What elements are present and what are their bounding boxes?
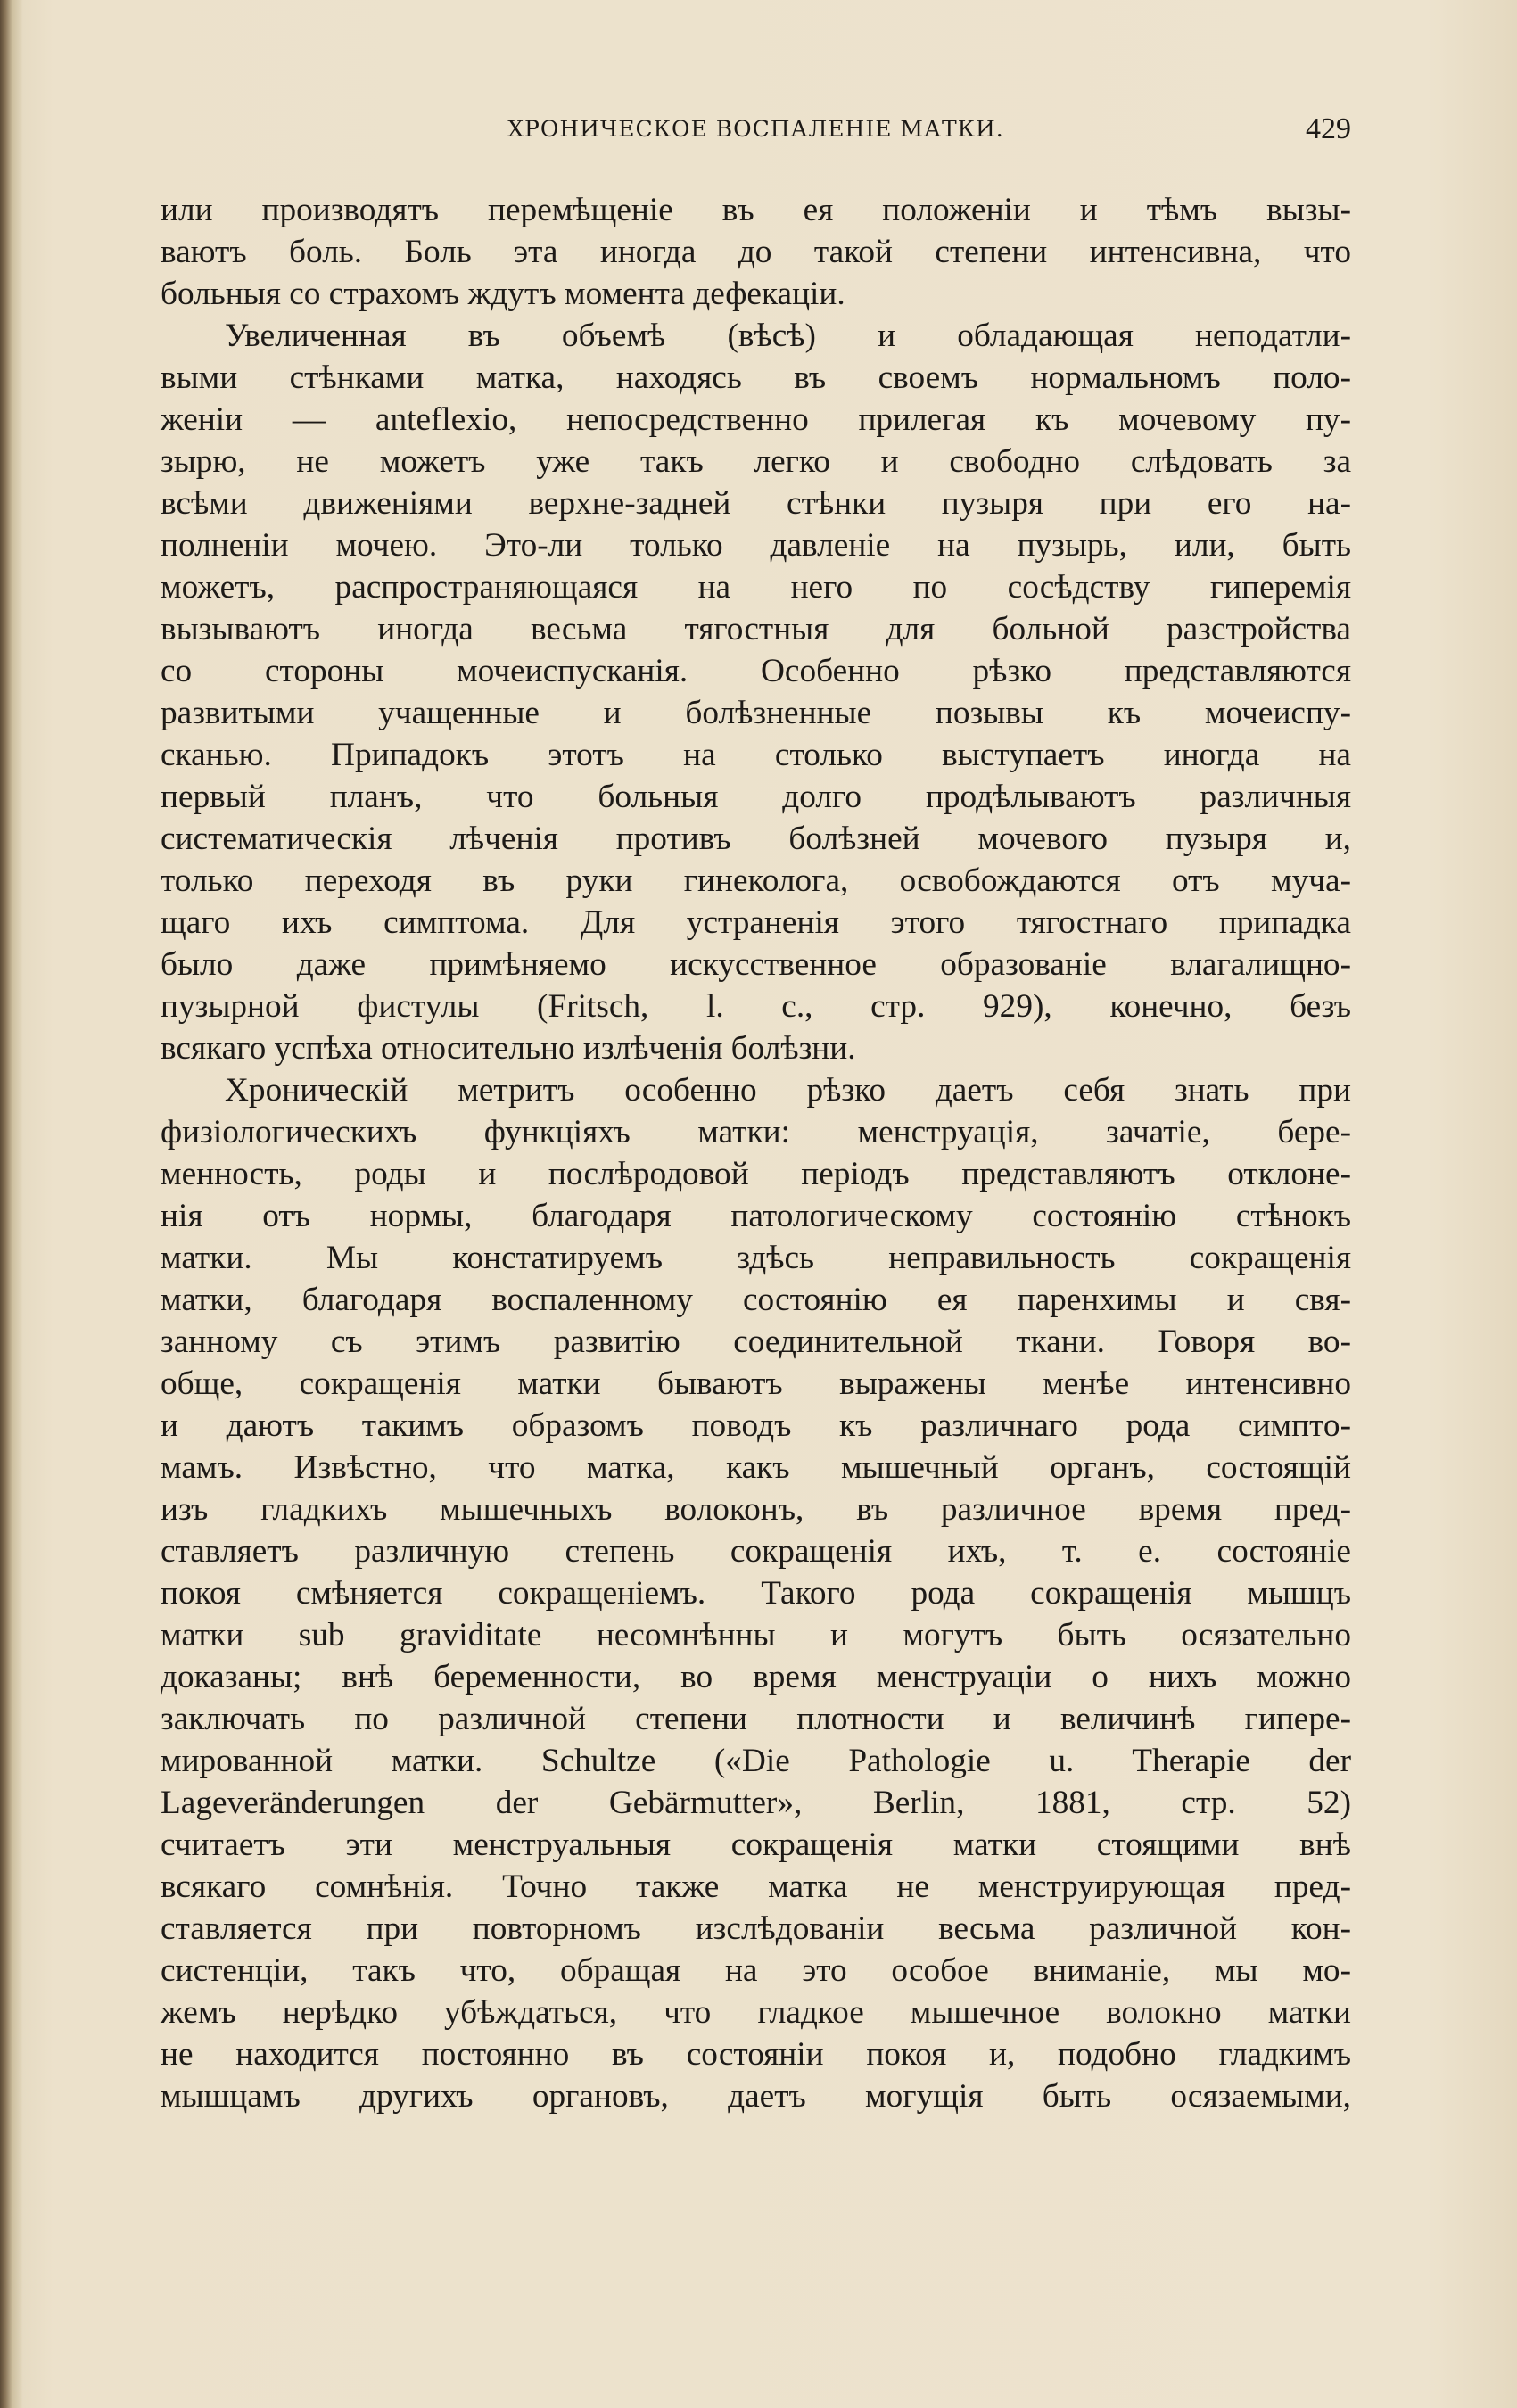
- text-line: можетъ, распространяющаяся на него по сосѣдству гиперемія: [161, 569, 1351, 606]
- text-line: занному съ этимъ развитію соединительной ткани. Говоря во-: [161, 1324, 1351, 1360]
- paragraph-3: [161, 1069, 1351, 2117]
- text-line: матки sub gravidіtate несомнѣнны и могутъ быть осязательно: [161, 1617, 1351, 1653]
- page-number: 429: [1306, 112, 1351, 145]
- text-line: покоя смѣняется сокращеніемъ. Такого рода сокращенія мышцъ: [161, 1575, 1351, 1612]
- text-line: первый планъ, что больныя долго продѣлываютъ различныя: [161, 779, 1351, 815]
- text-line: женіи — anteflexio, непосредственно прилегая къ мочевому пу-: [161, 401, 1351, 438]
- text-line: или производятъ перемѣщеніе въ ея положеніи и тѣмъ вызы-: [161, 192, 1351, 228]
- text-line: пузырной фистулы (Fritsch, l. c., стр. 929), конечно, безъ: [161, 988, 1351, 1025]
- text-line: систенціи, такъ что, обращая на это особое вниманіе, мы мо-: [161, 1952, 1351, 1989]
- text-line: систематическія лѣченія противъ болѣзней мочевого пузыря и,: [161, 821, 1351, 857]
- text-line: ваютъ боль. Боль эта иногда до такой степени интенсивна, что: [161, 234, 1351, 270]
- text-line: матки, благодаря воспаленному состоянію ея паренхимы и свя-: [161, 1282, 1351, 1318]
- page-header: [161, 109, 1351, 153]
- text-line: физіологическихъ функціяхъ матки: менструація, зачатіе, бере-: [161, 1114, 1351, 1150]
- text-line: всякаго успѣха относительно излѣченія болѣзни.: [161, 1030, 856, 1067]
- text-line: заключать по различной степени плотности и величинѣ гипере-: [161, 1701, 1351, 1737]
- text-line: Lageveränderungen der Gebärmutter», Berlin, 1881, стр. 52): [161, 1785, 1351, 1821]
- text-line: зырю, не можетъ уже такъ легко и свободно слѣдовать за: [161, 443, 1351, 480]
- text-line: доказаны; внѣ беременности, во время менструаціи о нихъ можно: [161, 1659, 1351, 1695]
- text-line: Увеличенная въ объемѣ (вѣсѣ) и обладающая неподатли-: [225, 317, 1351, 354]
- text-line: всѣми движеніями верхне-задней стѣнки пузыря при его на-: [161, 485, 1351, 522]
- text-line: со стороны мочеиспусканія. Особенно рѣзко представляются: [161, 653, 1351, 689]
- text-line: развитыми учащенные и болѣзненные позывы къ мочеиспу-: [161, 695, 1351, 731]
- text-line: больныя со страхомъ ждутъ момента дефекаціи.: [161, 276, 845, 312]
- text-line: щаго ихъ симптома. Для устраненія этого тягостнаго припадка: [161, 904, 1351, 941]
- text-line: менность, роды и послѣродовой періодъ представляютъ отклоне-: [161, 1156, 1351, 1192]
- text-line: ставляетъ различную степень сокращенія ихъ, т. е. состояніе: [161, 1533, 1351, 1570]
- text-line: полненіи мочею. Это-ли только давленіе на пузырь, или, быть: [161, 527, 1351, 564]
- text-line: ставляется при повторномъ изслѣдованіи весьма различной кон-: [161, 1910, 1351, 1947]
- text-line: матки. Мы констатируемъ здѣсь неправильность сокращенія: [161, 1240, 1351, 1276]
- text-line: сканью. Припадокъ этотъ на столько выступаетъ иногда на: [161, 737, 1351, 773]
- text-line: обще, сокращенія матки бываютъ выражены менѣе интенсивно: [161, 1365, 1351, 1402]
- text-line: всякаго сомнѣнія. Точно также матка не менструирующая пред-: [161, 1868, 1351, 1905]
- text-line: мированной матки. Schultze («Die Pathologie u. Therapie der: [161, 1743, 1351, 1779]
- running-title: ХРОНИЧЕСКОЕ ВОСПАЛЕНІЕ МАТКИ.: [507, 116, 1004, 142]
- text-line: не находится постоянно въ состояніи покоя и, подобно гладкимъ: [161, 2036, 1351, 2073]
- text-line: мамъ. Извѣстно, что матка, какъ мышечный органъ, состоящій: [161, 1449, 1351, 1486]
- text-line: и даютъ такимъ образомъ поводъ къ различнаго рода симпто-: [161, 1407, 1351, 1444]
- text-line: изъ гладкихъ мышечныхъ волоконъ, въ различное время пред-: [161, 1491, 1351, 1528]
- text-line: нія отъ нормы, благодаря патологическому состоянію стѣнокъ: [161, 1198, 1351, 1234]
- paragraph-1: [161, 189, 1351, 315]
- text-line: жемъ нерѣдко убѣждаться, что гладкое мышечное волокно матки: [161, 1994, 1351, 2031]
- text-line: только переходя въ руки гинеколога, освобождаются отъ муча-: [161, 862, 1351, 899]
- text-line: было даже примѣняемо искусственное образованіе влагалищно-: [161, 946, 1351, 983]
- paragraph-2: [161, 315, 1351, 1069]
- text-line: выми стѣнками матка, находясь въ своемъ нормальномъ поло-: [161, 359, 1351, 396]
- text-line: Хроническій метритъ особенно рѣзко даетъ себя знать при: [225, 1072, 1351, 1109]
- text-line: считаетъ эти менструальныя сокращенія матки стоящими внѣ: [161, 1827, 1351, 1863]
- text-line: мышцамъ другихъ органовъ, даетъ могущія быть осязаемыми,: [161, 2078, 1351, 2115]
- text-line: вызываютъ иногда весьма тягостныя для больной разстройства: [161, 611, 1351, 647]
- body-text: [161, 189, 1351, 2117]
